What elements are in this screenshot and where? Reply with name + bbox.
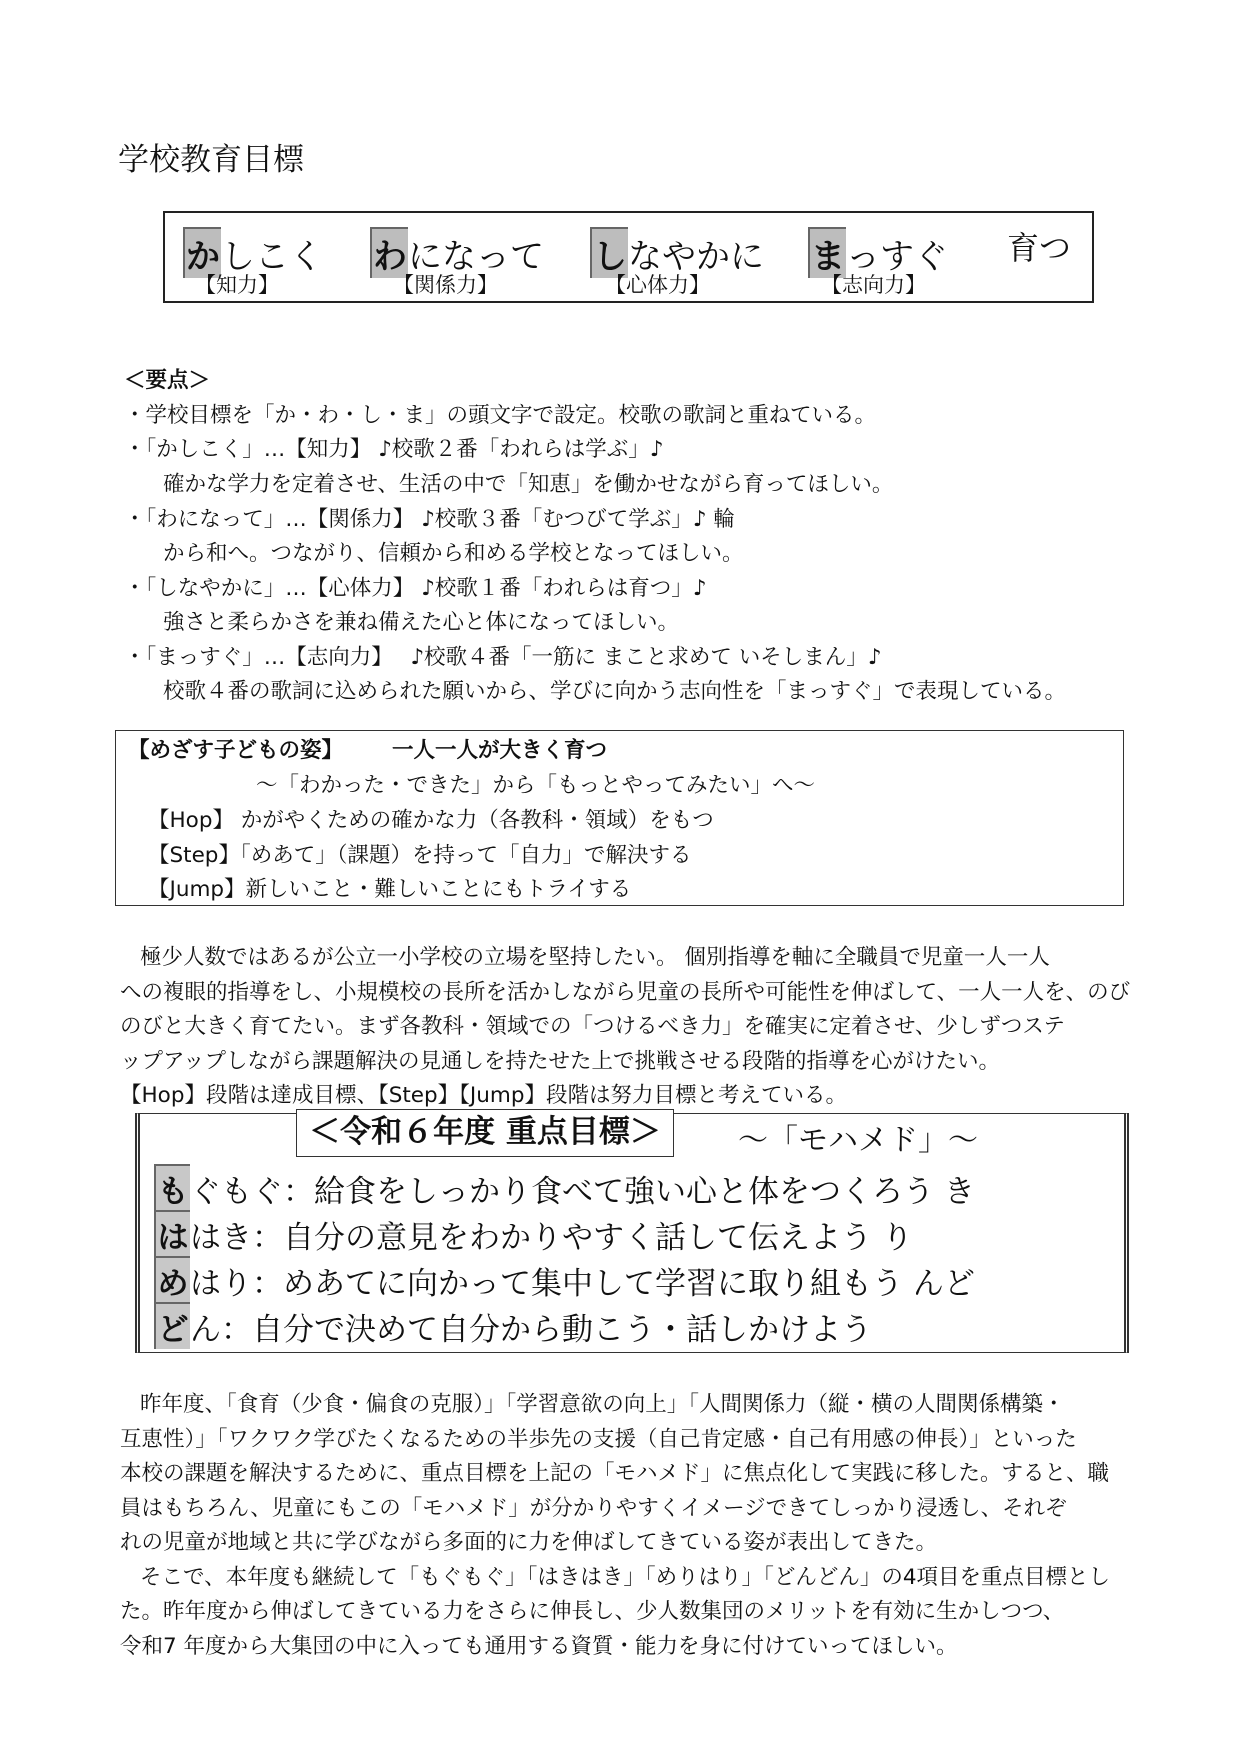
- points-line: ・「まっすぐ」…【志向力】 ♪校歌４番「一筋に まこと求めて いそしまん」♪: [124, 645, 882, 670]
- goal-initial: し: [590, 227, 628, 278]
- points-line: ・学校目標を「か・わ・し・ま」の頭文字で設定。校歌の歌詞と重ねている。: [124, 403, 876, 428]
- mezasu-item-jump: 【Jump】新しいこと・難しいことにもトライする: [148, 877, 632, 902]
- goal-rest: しこく: [221, 237, 323, 277]
- priority-initial: め: [154, 1256, 190, 1303]
- goal-rest: になって: [408, 237, 544, 277]
- priority-text: ん：自分で決めて自分から動こう・話しかけよう: [190, 1312, 872, 1348]
- priority-line-hakihaki: [154, 1210, 913, 1257]
- priority-goal-box: [135, 1113, 1129, 1353]
- paragraph-line: 互恵性）」「ワクワク学びたくなるための半歩先の支援（自己肯定感・自己有用感の伸長）」といった: [120, 1427, 1077, 1452]
- goal-initial: わ: [370, 227, 408, 278]
- goal-rest: なやかに: [628, 237, 764, 277]
- paragraph-line: への複眼的指導をし、小規模校の長所を活かしながら児童の長所や可能性を伸ばして、一人一人を、のび: [120, 980, 1131, 1005]
- priority-initial: ど: [154, 1302, 190, 1349]
- goal-initial: ま: [808, 227, 846, 278]
- priority-line-merihari: [154, 1256, 975, 1303]
- goal-sub: 【志向力】: [821, 273, 926, 297]
- paragraph-line: 員はもちろん、児童にもこの「モハメド」が分かりやすくイメージできてしっかり浸透し、それぞ: [120, 1496, 1067, 1521]
- goal-initial: か: [183, 227, 221, 278]
- points-heading: ＜要点＞: [124, 368, 211, 393]
- mezasu-box: [115, 730, 1124, 906]
- priority-subtitle: ～「モハメド」～: [738, 1123, 978, 1158]
- paragraph-line: 本校の課題を解決するために、重点目標を上記の「モハメド」に焦点化して実践に移した。すると、職: [120, 1461, 1110, 1486]
- goal-sub: 【関係力】: [393, 273, 498, 297]
- school-goal-box: [163, 211, 1094, 303]
- goal-sub: 【知力】: [195, 273, 279, 297]
- mezasu-label: 【めざす子どもの姿】: [128, 738, 344, 763]
- points-line: 強さと柔らかさを兼ね備えた心と体になってほしい。: [163, 610, 680, 635]
- priority-title: ＜令和６年度 重点目標＞: [296, 1109, 674, 1157]
- paragraph-line: れの児童が地域と共に学びながら多面的に力を伸ばしてきている姿が表出してきた。: [120, 1530, 938, 1555]
- mezasu-subtitle: ～「わかった・できた」から「もっとやってみたい」へ～: [256, 773, 816, 798]
- priority-line-mogumogu: [154, 1164, 975, 1211]
- points-line: 校歌４番の歌詞に込められた願いから、学びに向かう志向性を「まっすぐ」で表現している。: [163, 679, 1067, 704]
- paragraph-line: 極少人数ではあるが公立一小学校の立場を堅持したい。 個別指導を軸に全職員で児童一人一人: [140, 945, 1050, 970]
- paragraph-line: そこで、本年度も継続して「もぐもぐ」「はきはき」「めりはり」「どんどん」の4項目を重点目標とし: [140, 1565, 1111, 1590]
- priority-initial: も: [154, 1164, 190, 1211]
- goal-sub: 【心体力】: [605, 273, 710, 297]
- paragraph-line: 昨年度、「食育（少食・偏食の克服）」「学習意欲の向上」「人間関係力（縦・横の人間関係構築・: [140, 1392, 1065, 1417]
- goal-end: 育つ: [1007, 229, 1072, 267]
- page-title: 学校教育目標: [118, 142, 304, 178]
- points-line: 確かな学力を定着させ、生活の中で「知恵」を働かせながら育ってほしい。: [163, 472, 894, 497]
- paragraph-line: た。昨年度から伸ばしてきている力をさらに伸長し、少人数集団のメリットを有効に生かしつつ、: [120, 1599, 1065, 1624]
- paragraph-line: ップアップしながら課題解決の見通しを持たせた上で挑戦させる段階的指導を心がけたい。: [120, 1049, 1000, 1074]
- points-line: から和へ。つながり、信頼から和める学校となってほしい。: [163, 541, 744, 566]
- paragraph-line: 【Hop】段階は達成目標、【Step】【Jump】段階は努力目標と考えている。: [120, 1083, 847, 1108]
- mezasu-item-hop: 【Hop】 かがやくための確かな力（各教科・領域）をもつ: [148, 808, 714, 833]
- priority-initial: は: [154, 1210, 190, 1257]
- paragraph-line: 令和7 年度から大集団の中に入っても通用する資質・能力を身に付けていってほしい。: [120, 1634, 958, 1659]
- mezasu-title: 一人一人が大きく育つ: [392, 738, 608, 763]
- points-line: ・「わになって」…【関係力】 ♪校歌３番「むつびて学ぶ」♪ 輪: [124, 507, 735, 532]
- priority-line-dondon: [154, 1302, 872, 1349]
- goal-rest: っすぐ: [846, 237, 948, 277]
- priority-text: ぐもぐ：給食をしっかり食べて強い心と体をつくろう き: [190, 1174, 975, 1210]
- mezasu-item-step: 【Step】「めあて」（課題）を持って「自力」で解決する: [148, 843, 692, 868]
- points-line: ・「かしこく」…【知力】 ♪校歌２番「われらは学ぶ」♪: [124, 437, 664, 462]
- priority-text: はき：自分の意見をわかりやすく話して伝えよう り: [190, 1220, 913, 1256]
- paragraph-line: のびと大きく育てたい。まず各教科・領域での「つけるべき力」を確実に定着させ、少しずつステ: [120, 1014, 1065, 1039]
- priority-text: はり：めあてに向かって集中して学習に取り組もう んど: [190, 1266, 975, 1302]
- points-line: ・「しなやかに」…【心体力】 ♪校歌１番「われらは育つ」♪: [124, 576, 707, 601]
